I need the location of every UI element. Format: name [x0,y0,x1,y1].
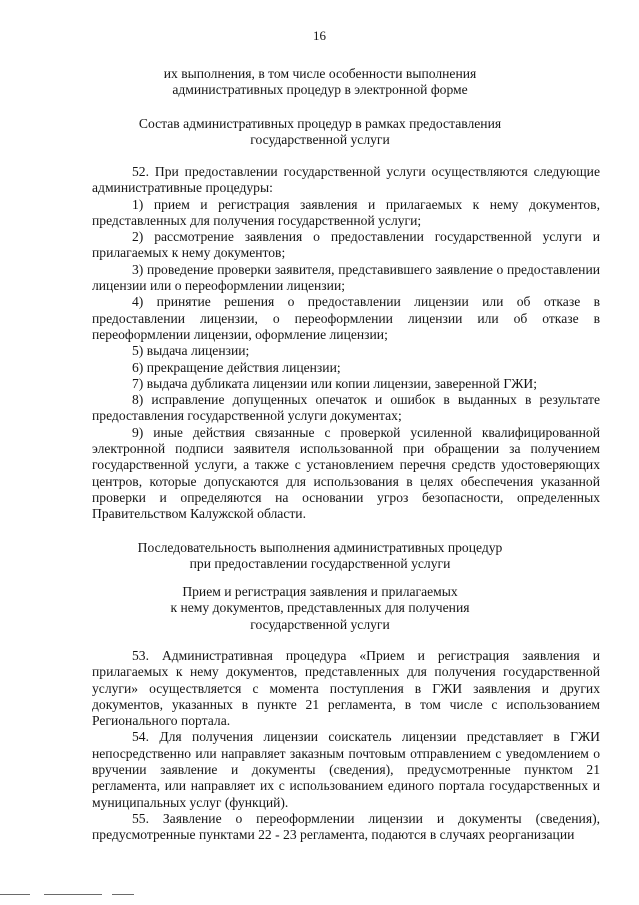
heading-line: Состав административных процедур в рамках предоставления [138,116,502,131]
heading-line: государственной услуги [250,616,390,632]
heading-composition [90,116,550,149]
list-item: 1) прием и регистрация заявления и прилагаемых к нему документов, представленных для получения государственной услуги; [92,196,600,228]
paragraph-55: 55. Заявление о переоформлении лицензии и документы (сведения), предусмотренные пунктами 22 - 23 регламента, подаются в случаях реорганизации [92,810,600,843]
heading-line: их выполнения, в том числе особенности выполнения [163,66,477,81]
paragraphs-53-55 [92,648,600,844]
heading-line: административных процедур в электронной форме [172,82,468,98]
page-number: 16 [313,28,326,43]
heading-line: Прием и регистрация заявления и прилагаемых [182,584,458,599]
scan-edge-line [0,894,30,895]
paragraph-52-intro: 52. При предоставлении государственной услуги осуществляются следующие административные процедуры: [92,164,600,196]
scan-edge-line [112,894,134,895]
list-item: 3) проведение проверки заявителя, представившего заявление о предоставлении лицензии или о переоформлении лицензии; [92,261,600,294]
list-item: 7) выдача дубликата лицензии или копии лицензии, заверенной ГЖИ; [132,375,537,391]
heading-sequence [90,540,550,573]
list-item: 4) принятие решения о предоставлении лицензии или об отказе в предоставлении лицензии, о переоформлении лицензии или об отказе в переоформлении лицензии, оформление лицензии; [92,294,600,342]
scan-edge-line [44,894,102,895]
heading-line: государственной услуги [250,132,390,148]
heading-line: к нему документов, представленных для получения [170,600,470,616]
list-item: 5) выдача лицензии; [132,343,250,359]
list-item: 2) рассмотрение заявления о предоставлении государственной услуги и прилагаемых к нему документов; [92,229,600,261]
paragraph-52 [92,164,600,523]
heading-line: Последовательность выполнения административных процедур [137,540,503,555]
list-item: 8) исправление допущенных опечаток и ошибок в выданных в результате предоставления государственной услуги документах; [92,392,600,424]
heading-line: при предоставлении государственной услуги [189,556,451,572]
list-item: 6) прекращение действия лицензии; [132,359,341,375]
paragraph-53: 53. Административная процедура «Прием и регистрация заявления и прилагаемых к нему документов, представленных для получения государственной услуги» осуществляется с момента поступления в ГЖИ заявления и других документов, указанных в пункте 21 регламента, в том числе с использованием Регионального портала. [92,648,600,729]
list-item: 9) иные действия связанные с проверкой усиленной квалифицированной электронной подписи заявителя использованной при обращении за получением государственной услуги, а также с установлением перечня средств удостоверяющих центров, которые допускаются для использования в целях обеспечения указанной проверки и определяются на основании угроз безопасности, определенных Правительством Калужской области. [92,424,600,522]
heading-reception [90,584,550,633]
paragraph-54: 54. Для получения лицензии соискатель лицензии представляет в ГЖИ непосредственно или направляет заказным почтовым отправлением с уведомлением о вручении заявление и документы (сведения), предусмотренные пунктом 21 регламента, или направляет их с использованием единого портала государственных и муниципальных услуг (функций). [92,729,600,810]
heading-procedures-electronic [90,66,550,99]
